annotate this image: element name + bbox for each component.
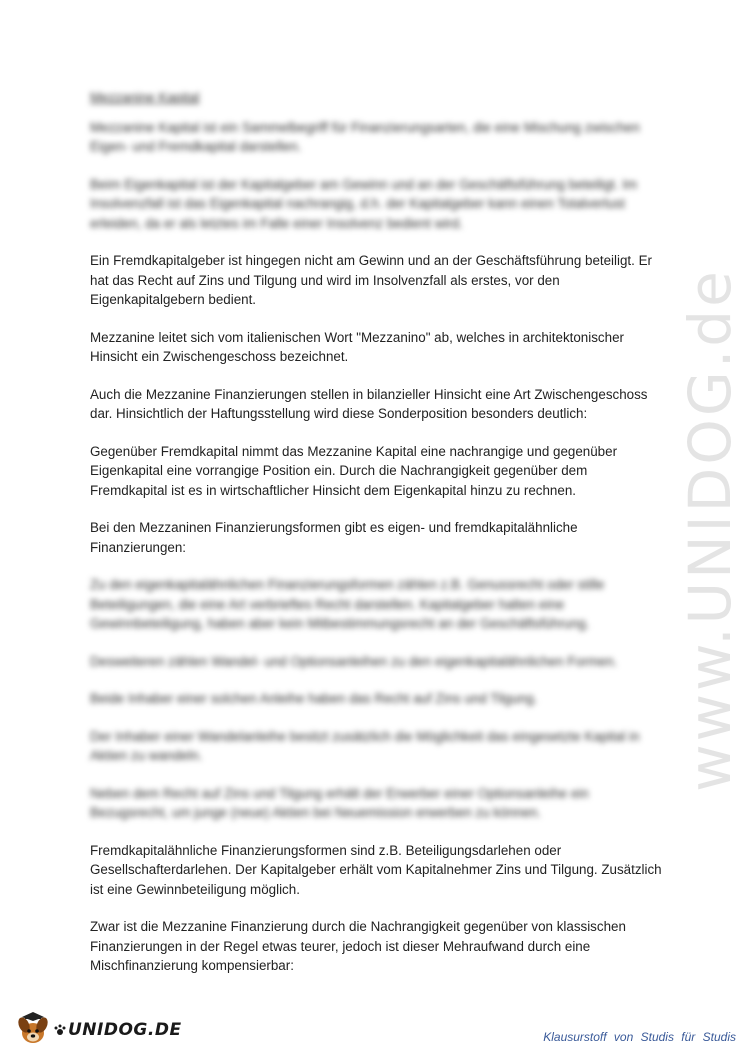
paragraph: Mezzanine leitet sich vom italienischen Wort "Mezzanino" ab, welches in architektonischer Hinsicht ein Zwischengeschoss bezeichnet. [90,329,624,364]
paragraph: Desweiteren zählen Wandel- und Optionsanleihen zu den eigenkapitalähnlichen Formen. [90,653,618,669]
paragraph: Gegenüber Fremdkapital nimmt das Mezzanine Kapital eine nachrangige und gegenüber Eigenkapital eine vorrangige Position ein. Durch die Nachrangigkeit gegenüber dem Fremdkapital ist es in wirtschaftlicher Hinsicht dem Eigenkapital hinzu zu rechnen. [90,443,618,498]
paragraph: Fremdkapitalähnliche Finanzierungsformen sind z.B. Beteiligungsdarlehen oder Gesellschafterdarlehen. Der Kapitalgeber erhält vom Kapitalnehmer Zins und Tilgung. Zusätzlich ist eine Gewinnbeteiligung möglich. [90,842,662,897]
section-heading: Mezzanine Kapital [90,90,200,105]
paragraph: Auch die Mezzanine Finanzierungen stellen in bilanzieller Hinsicht eine Art Zwischengeschoss dar. Hinsichtlich der Haftungsstellung wird diese Sonderposition besonders deutlich: [90,386,648,421]
paragraph: Bei den Mezzaninen Finanzierungsformen gibt es eigen- und fremdkapitalähnliche Finanzierungen: [90,520,578,555]
watermark-text: www.UNIDOG.de [676,268,744,792]
unidog-logo[interactable] [14,1010,182,1050]
watermark [670,268,750,792]
document-body [90,88,665,994]
dog-mascot-icon [14,1011,52,1049]
paragraph: Mezzanine Kapital ist ein Sammelbegriff für Finanzierungsarten, die eine Mischung zwischen Eigen- und Fremdkapital darstellen. [90,119,640,154]
paragraph: Neben dem Recht auf Zins und Tilgung erhält der Erwerber einer Optionsanleihe ein Bezugsrecht, um junge (neue) Aktien bei Neuemission erwerben zu können. [90,785,589,820]
paragraph: Beide Inhaber einer solchen Anleihe haben das Recht auf Zins und Tilgung. [90,691,538,706]
paragraph: Ein Fremdkapitalgeber ist hingegen nicht am Gewinn und an der Geschäftsführung beteiligt. Er hat das Recht auf Zins und Tilgung und wird im Insolvenzfall als erstes, vor den Eigenkapitalgebern bedient. [90,253,652,307]
paragraph: Zu den eigenkapitalähnlichen Finanzierungsformen zählen z.B. Genussrecht oder stille Beteiligungen, die eine Art verbrieftes Recht darstellen. Kapitalgeber halten eine Gewinnbeteiligung, haben aber kein Mitbestimmungsrecht an der Geschäftsführung. [90,577,605,631]
paragraph: Zwar ist die Mezzanine Finanzierung durch die Nachrangigkeit gegenüber von klassischen Finanzierungen in der Regel etwas teurer, jedoch ist dieser Mehraufwand durch eine Mischfinanzierung kompensierbar: [90,919,626,973]
paragraph: Beim Eigenkapital ist der Kapitalgeber am Gewinn und an der Geschäftsführung beteiligt. Im Insolvenzfall ist das Eigenkapital nachrangig, d.h. der Kapitalgeber kann einen Totalverlust erleiden, da er als letztes im Falle einer Insolvenz bedient wird. [90,176,638,231]
logo-text: UNIDOG.DE [68,1020,182,1040]
paw-icon [54,1024,66,1036]
paragraph: Der Inhaber einer Wandelanleihe besitzt zusätzlich die Möglichkeit das eingesetzte Kapital in Aktien zu wandeln. [90,728,640,763]
footer-tagline: Klausurstoff von Studis für Studis [543,1030,736,1044]
